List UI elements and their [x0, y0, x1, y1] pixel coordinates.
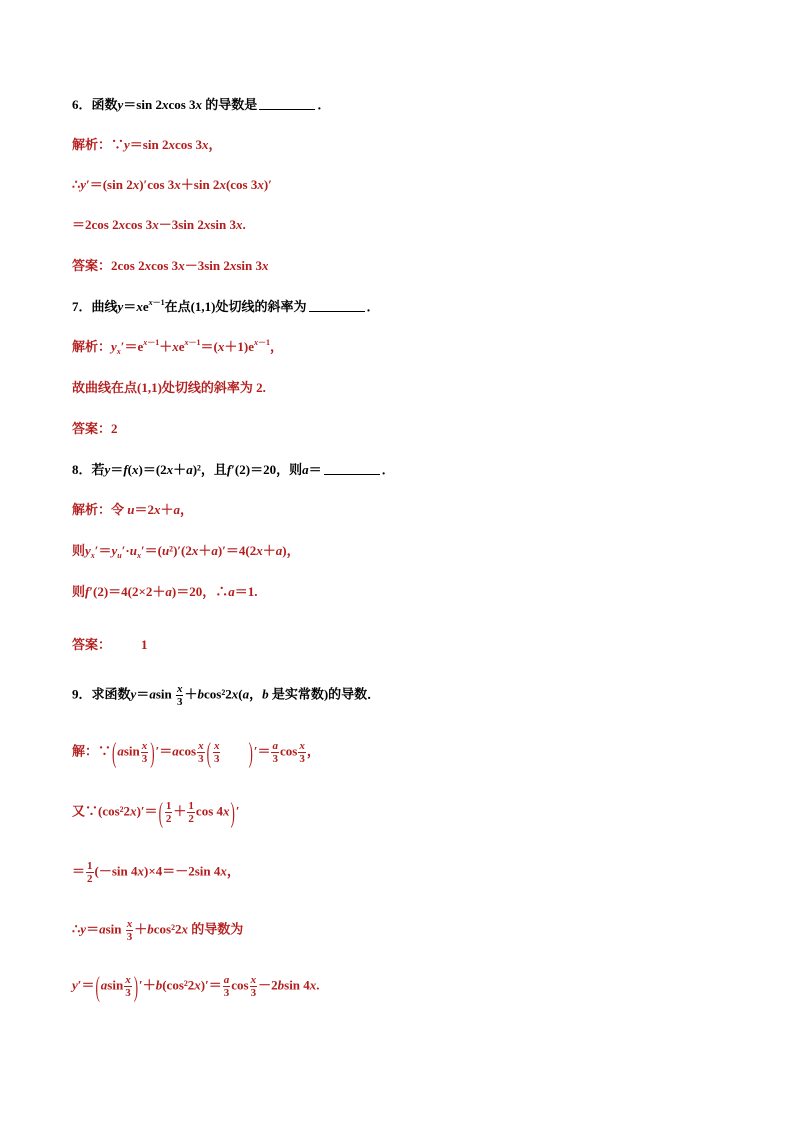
q8-answer-blank: [324, 463, 380, 475]
q7-solution-line-1: 解析：$y_x'=e^{x-1}+xe^{x-1}=(x+1)e^{x-1}$，: [72, 338, 283, 356]
q8-answer-value: 1: [141, 637, 148, 652]
q7-solution-line-2: 故曲线在点(1,1)处切线的斜率为 2.: [72, 380, 266, 395]
q8-title: 8．若y＝f(x)＝(2x＋a)²，且f′(2)＝20，则a＝ ．: [72, 462, 395, 477]
q8-solution-line-3: 则f′(2)＝4(2×2＋a)＝20，∴a＝1.: [72, 584, 258, 599]
q9-solution-line-5: y′＝(asin $\frac{x}{3}$ )′＋b(cos²2x)′＝ $\frac{a}{3}$ cos $\frac{x}{3}$ －2bsin 4x.: [72, 968, 320, 1002]
q9-solution-line-3: ＝ $\frac{1}{2}$ (－sin 4x)×4＝－2sin 4x，: [72, 860, 240, 885]
q6-answer-blank: [259, 98, 315, 110]
q6-solution-line-1: 解析：∵y＝sin 2xcos 3x，: [72, 137, 222, 152]
q9-title: 9．求函数y＝asin $\frac{x}{3}$ ＋bcos²2x(a，b 是实常数)的导数．: [72, 683, 381, 708]
q9-solution-line-2: 又∵(cos²2x)′＝( $\frac{1}{2}$ ＋ $\frac{1}{2}$ cos 4x)′: [72, 794, 240, 828]
q8-solution-line-2: 则$y_x'=y_u'\cdot u_x'=(u^2)'(2x+a)'=4(2x+a)$，: [72, 543, 300, 560]
q8-answer: [72, 636, 148, 654]
q7-title: 7．曲线$y=xe^{x-1}$在点(1,1)处切线的斜率为 ．: [72, 298, 380, 314]
q7-answer-blank: [309, 300, 365, 312]
q8-answer-label: 答案：: [72, 637, 112, 652]
q9-solution-line-4: ∴y＝asin $\frac{x}{3}$ ＋bcos²2x 的导数为: [72, 918, 244, 943]
q6-solution-line-3: ＝2cos 2xcos 3x－3sin 2xsin 3x.: [72, 217, 246, 232]
q9-solution-line-1: 解：∵(asin $\frac{x}{3}$ )′＝acos $\frac{x}{3}$ ( $\frac{x}{3}$ )′＝ $\frac{a}{3}$ cos $\frac{x}{3}$ ，: [72, 734, 320, 768]
q6-answer: 答案：2cos 2xcos 3x－3sin 2xsin 3x: [72, 258, 269, 273]
q8-solution-line-1: 解析：令 u＝2x＋a，: [72, 502, 194, 517]
q6-title: 6．函数y＝sin 2xcos 3x 的导数是 ．: [72, 97, 331, 112]
q6-solution-line-2: ∴y′＝(sin 2x)′cos 3x＋sin 2x(cos 3x)′: [72, 177, 272, 192]
q7-answer: 答案：2: [72, 421, 118, 436]
